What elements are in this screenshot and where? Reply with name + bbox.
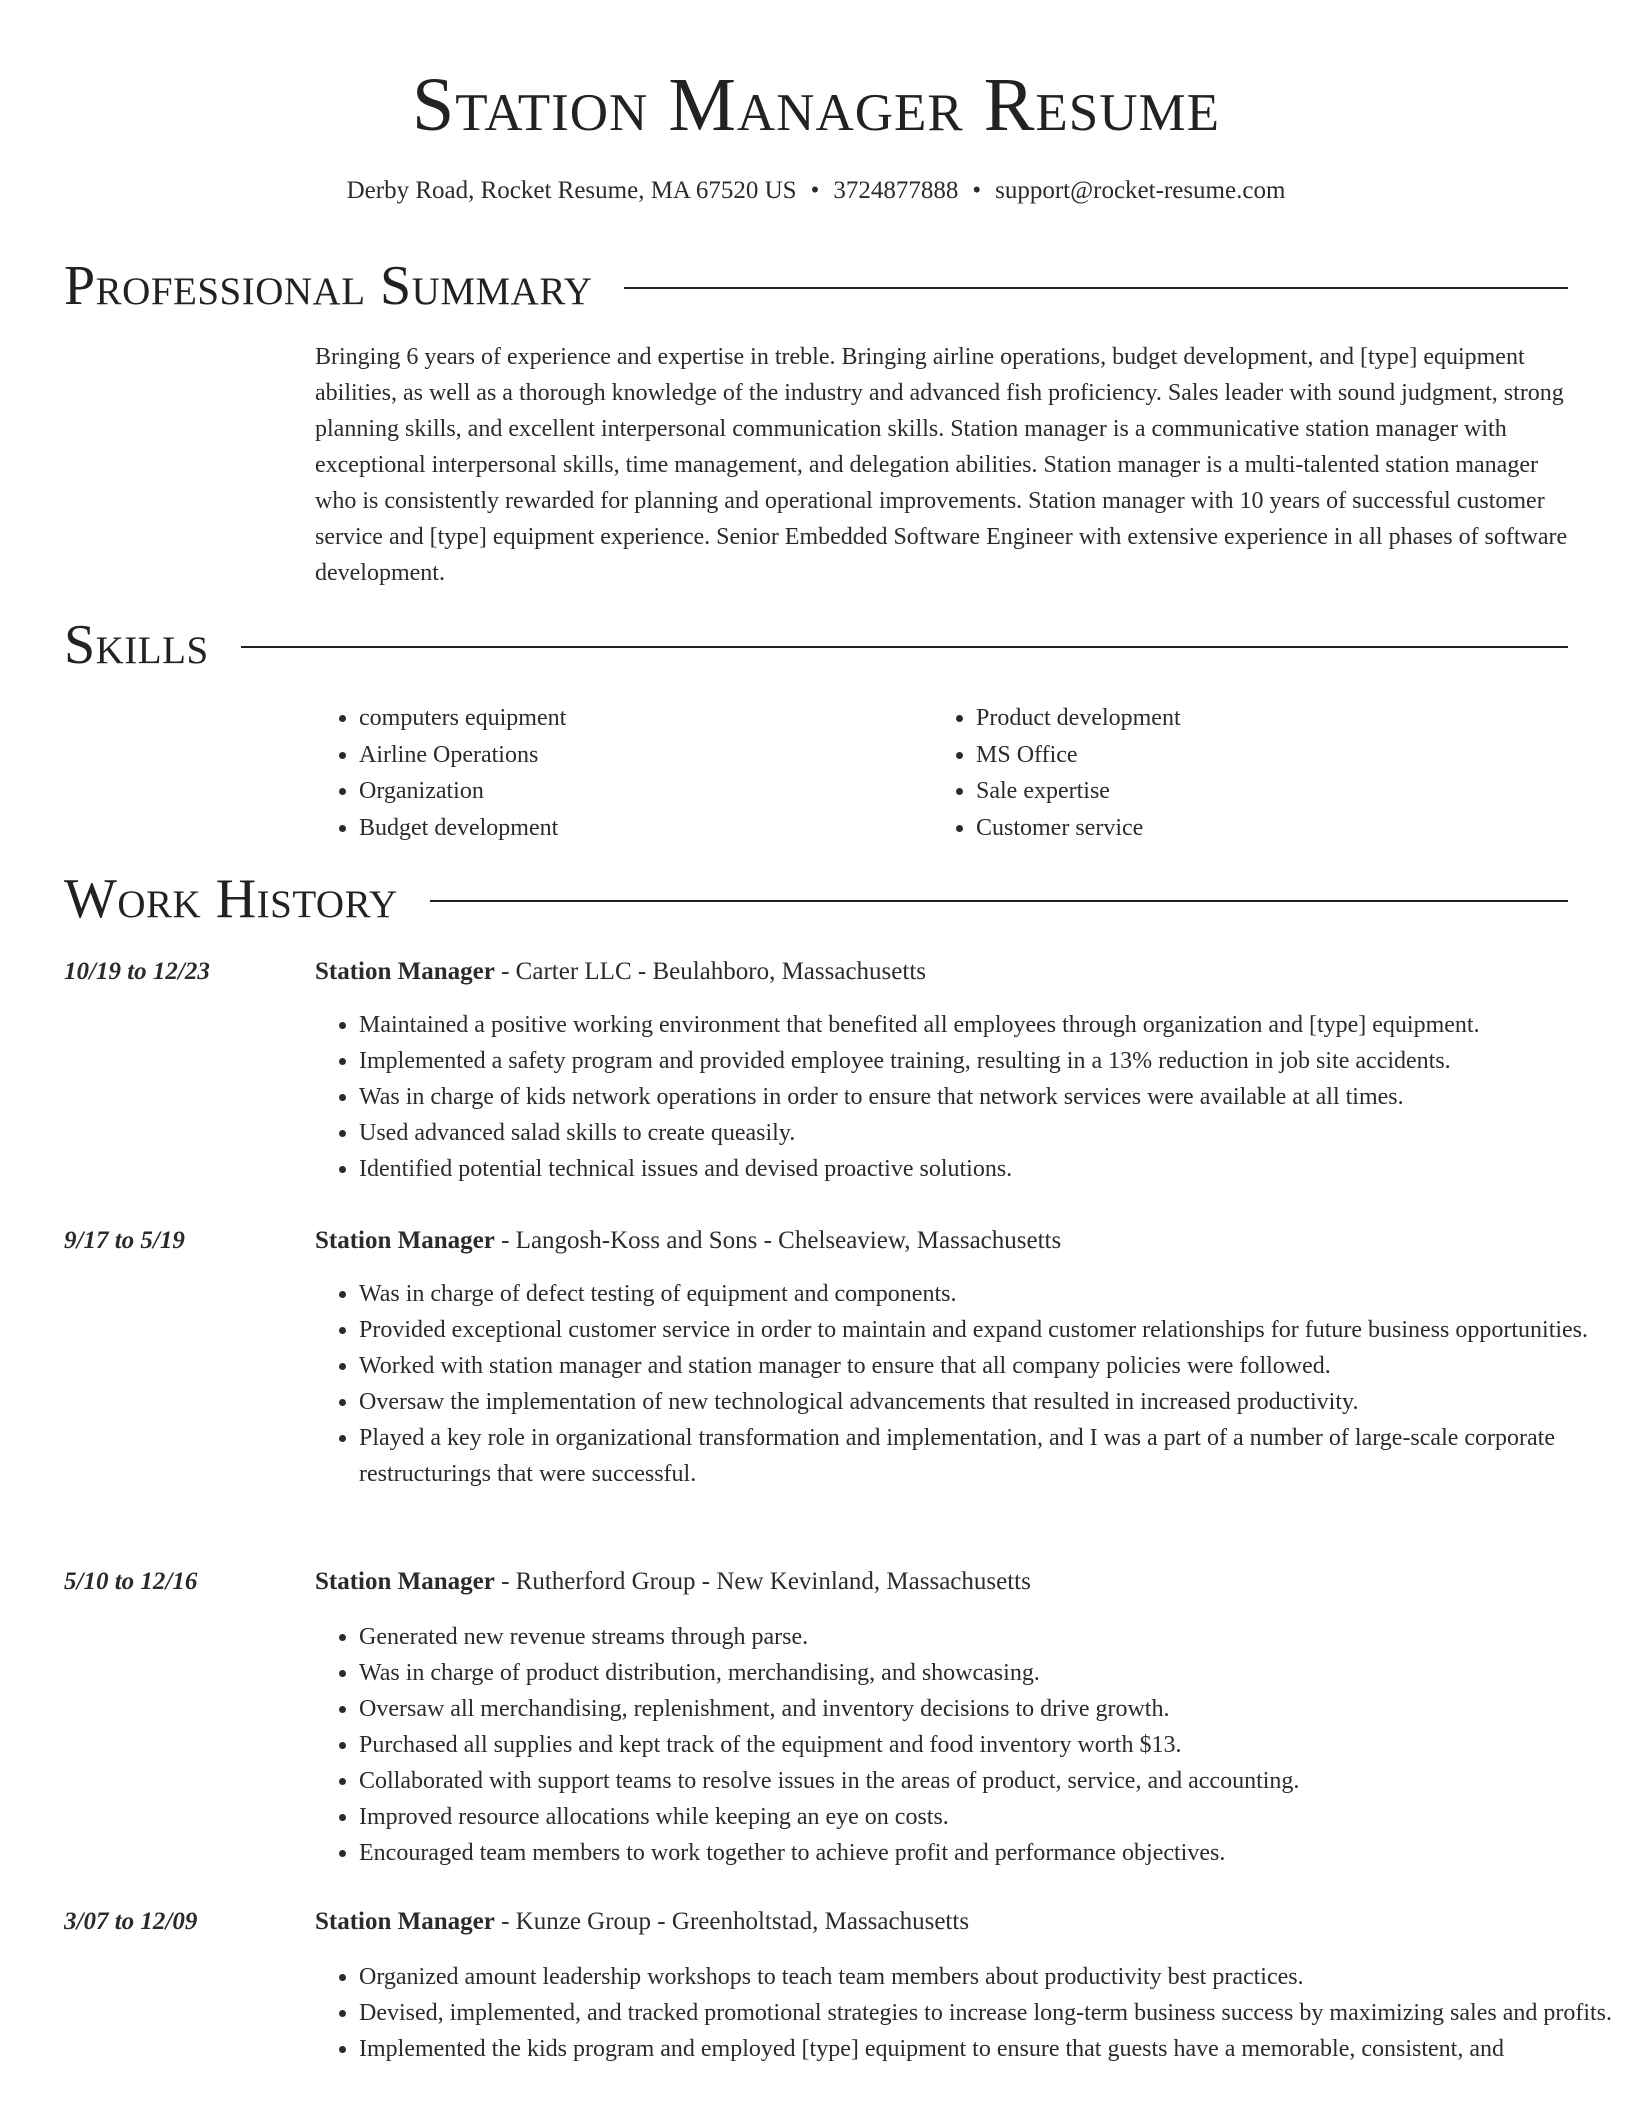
job-bullets — [315, 1007, 1614, 1187]
contact-separator: • — [810, 177, 820, 204]
job-dates: 9/17 to 5/19 — [64, 1227, 185, 1254]
skill-item: • Customer service — [976, 810, 1549, 847]
contact-address: Derby Road, Rocket Resume, MA 67520 US — [346, 177, 797, 204]
job-heading — [315, 1905, 969, 1939]
summary-text: Bringing 6 years of experience and expertise in treble. Bringing airline operations, budget development, and [type] equipment abilities, as well as a thorough knowledge of the industry and advanced fish proficiency. Sales leader with sound judgment, strong planning skills, and excellent interpersonal communication skills. Station manager is a communicative station manager with exceptional interpersonal skills, time management, and delegation abilities. Station manager is a multi-talented station manager who is consistently rewarded for planning and operational improvements. Station manager with 10 years of successful customer service and [type] equipment experience. Senior Embedded Software Engineer with extensive experience in all phases of software development. — [315, 344, 1568, 586]
job-bullet: • Was in charge of kids network operations in order to ensure that network services were available at all times. — [359, 1079, 1614, 1115]
work-section-title: Work History — [64, 868, 398, 930]
job-title: Station Manager — [315, 1568, 495, 1595]
skill-item: • Budget development — [359, 810, 932, 847]
job-bullet: • Provided exceptional customer service in order to maintain and expand customer relationships for future business opportunities. — [359, 1312, 1614, 1348]
job-bullet: • Collaborated with support teams to resolve issues in the areas of product, service, and accounting. — [359, 1763, 1614, 1799]
contact-email: support@rocket-resume.com — [995, 177, 1286, 204]
summary-section-header — [64, 251, 1568, 321]
skill-item: • Product development — [976, 700, 1549, 737]
work-section-header — [64, 864, 1568, 934]
skills-column-left — [315, 700, 932, 847]
job-bullet: • Purchased all supplies and kept track of the equipment and food inventory worth $13. — [359, 1727, 1614, 1763]
job-bullet: • Was in charge of defect testing of equipment and components. — [359, 1276, 1614, 1312]
job-title: Station Manager — [315, 1908, 495, 1935]
skills-section-title: Skills — [64, 614, 209, 676]
job-bullet: • Generated new revenue streams through parse. — [359, 1619, 1614, 1655]
job-dates: 3/07 to 12/09 — [64, 1908, 198, 1935]
section-divider — [430, 900, 1568, 902]
job-dates: 5/10 to 12/16 — [64, 1568, 198, 1595]
contact-separator: • — [972, 177, 982, 204]
job-bullet: • Improved resource allocations while keeping an eye on costs. — [359, 1799, 1614, 1835]
job-bullets — [315, 1276, 1614, 1492]
job-bullet: • Devised, implemented, and tracked promotional strategies to increase long-term business success by maximizing sales and profits. — [359, 1995, 1614, 2031]
skill-item: • Sale expertise — [976, 773, 1549, 810]
job-bullet: • Organized amount leadership workshops to teach team members about productivity best practices. — [359, 1959, 1614, 1995]
skills-column-right — [932, 700, 1549, 847]
job-bullet: • Worked with station manager and station manager to ensure that all company policies were followed. — [359, 1348, 1614, 1384]
contact-line — [0, 174, 1632, 208]
section-divider — [241, 646, 1568, 648]
job-bullet: • Played a key role in organizational transformation and implementation, and I was a part of a number of large-scale corporate restructurings that were successful. — [359, 1420, 1614, 1492]
job-bullet: • Used advanced salad skills to create queasily. — [359, 1115, 1614, 1151]
job-title: Station Manager — [315, 1227, 495, 1254]
skill-item: • MS Office — [976, 737, 1549, 774]
job-bullet: • Oversaw all merchandising, replenishment, and inventory decisions to drive growth. — [359, 1691, 1614, 1727]
skills-section-header — [64, 610, 1568, 680]
job-bullet: • Implemented the kids program and employed [type] equipment to ensure that guests have a memorable, consistent, and — [359, 2031, 1614, 2067]
skill-item: • computers equipment — [359, 700, 932, 737]
job-employer: - Rutherford Group - New Kevinland, Massachusetts — [494, 1568, 1031, 1595]
job-bullet: • Oversaw the implementation of new technological advancements that resulted in increased productivity. — [359, 1384, 1614, 1420]
job-heading — [315, 1565, 1031, 1599]
job-bullet: • Maintained a positive working environment that benefited all employees through organization and [type] equipment. — [359, 1007, 1614, 1043]
job-title: Station Manager — [315, 958, 495, 985]
job-heading — [315, 1224, 1061, 1258]
contact-phone: 3724877888 — [833, 177, 959, 204]
job-heading — [315, 955, 926, 989]
job-employer: - Carter LLC - Beulahboro, Massachusetts — [494, 958, 926, 985]
skill-item: • Airline Operations — [359, 737, 932, 774]
job-bullet: • Implemented a safety program and provided employee training, resulting in a 13% reduction in job site accidents. — [359, 1043, 1614, 1079]
job-employer: - Langosh-Koss and Sons - Chelseaview, Massachusetts — [494, 1227, 1062, 1254]
resume-title: Station Manager Resume — [411, 63, 1221, 147]
skills-list — [315, 700, 1570, 847]
job-bullet: • Was in charge of product distribution, merchandising, and showcasing. — [359, 1655, 1614, 1691]
section-divider — [624, 287, 1568, 289]
job-bullet: • Encouraged team members to work together to achieve profit and performance objectives. — [359, 1835, 1614, 1871]
job-employer: - Kunze Group - Greenholtstad, Massachusetts — [494, 1908, 970, 1935]
skill-item: • Organization — [359, 773, 932, 810]
job-dates: 10/19 to 12/23 — [64, 958, 210, 985]
job-bullet: • Identified potential technical issues and devised proactive solutions. — [359, 1151, 1614, 1187]
job-bullets — [315, 1959, 1614, 2067]
summary-section-title: Professional Summary — [64, 255, 593, 317]
job-bullets — [315, 1619, 1614, 1871]
